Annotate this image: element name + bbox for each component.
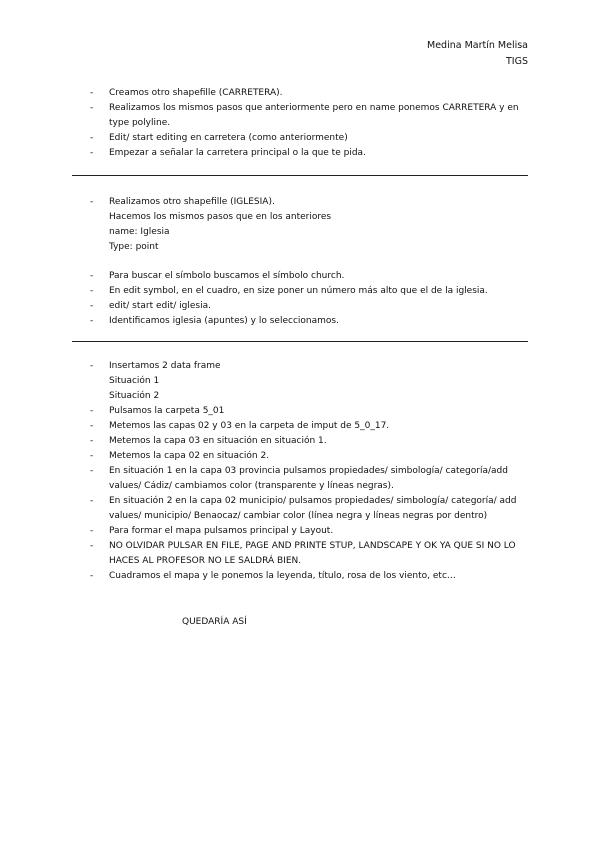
list-item: - Cuadramos el mapa y le ponemos la leyenda, título, rosa de los viento, etc… [72, 569, 532, 584]
list-item: - Edit/ start editing en carretera (como anteriormente) [72, 131, 532, 146]
list-item-continuation: Hacemos los mismos pasos que en los anteriores [109, 212, 332, 222]
list-item: - Realizamos otro shapefille (IGLESIA). [72, 195, 532, 210]
list-item: - Insertamos 2 data frame [72, 359, 532, 374]
list-item: - Pulsamos la carpeta 5_01 [72, 404, 532, 419]
list-item: - Para buscar el símbolo buscamos el símbolo church. [72, 269, 532, 284]
list-item: - NO OLVIDAR PULSAR EN FILE, PAGE AND PRINTE STUP, LANDSCAPE Y OK YA QUE SI NO LO HACES AL PROFESOR NO LE SALDRÁ BIEN. [72, 539, 532, 569]
list-item-continuation: Situación 1 [109, 376, 160, 386]
result-label: QUEDARÍA ASÍ [182, 617, 247, 627]
list-item: - edit/ start edit/ iglesia. [72, 299, 532, 314]
list-item: - Empezar a señalar la carretera principal o la que te pida. [72, 146, 532, 161]
divider [72, 341, 528, 342]
list-item: - En situación 1 en la capa 03 provincia pulsamos propiedades/ simbología/ categoría/add values/ Cádiz/ cambiamos color (transparente y líneas negras). [72, 464, 532, 494]
section-simbolo [72, 269, 532, 329]
list-item: - Para formar el mapa pulsamos principal y Layout. [72, 524, 532, 539]
list-item: - Identificamos iglesia (apuntes) y lo seleccionamos. [72, 314, 532, 329]
list-item-continuation: Situación 2 [109, 391, 160, 401]
author-name: Medina Martín Melisa [427, 40, 528, 51]
list-item-continuation: name: Iglesia [109, 227, 170, 237]
list-item: - Metemos la capa 03 en situación en situación 1. [72, 434, 532, 449]
section-data-frame [72, 359, 532, 584]
list-item: - Metemos las capas 02 y 03 en la carpeta de imput de 5_0_17. [72, 419, 532, 434]
divider [72, 175, 528, 176]
document-header [427, 38, 528, 70]
section-iglesia [72, 195, 532, 255]
list-item: - Realizamos los mismos pasos que anteriormente pero en name ponemos CARRETERA y en type polyline. [72, 101, 532, 131]
list-item: - En edit symbol, en el cuadro, en size poner un número más alto que el de la iglesia. [72, 284, 532, 299]
list-item: - En situación 2 en la capa 02 municipio/ pulsamos propiedades/ simbología/ categoría/ add values/ municipio/ Benaocaz/ cambiar color (línea negra y líneas negras por dentro) [72, 494, 532, 524]
list-item-continuation: Type: point [109, 242, 159, 252]
section-carretera [72, 86, 532, 161]
list-item: - Metemos la capa 02 en situación 2. [72, 449, 532, 464]
list-item: - Creamos otro shapefille (CARRETERA). [72, 86, 532, 101]
subject-label: TIGS [506, 56, 528, 67]
